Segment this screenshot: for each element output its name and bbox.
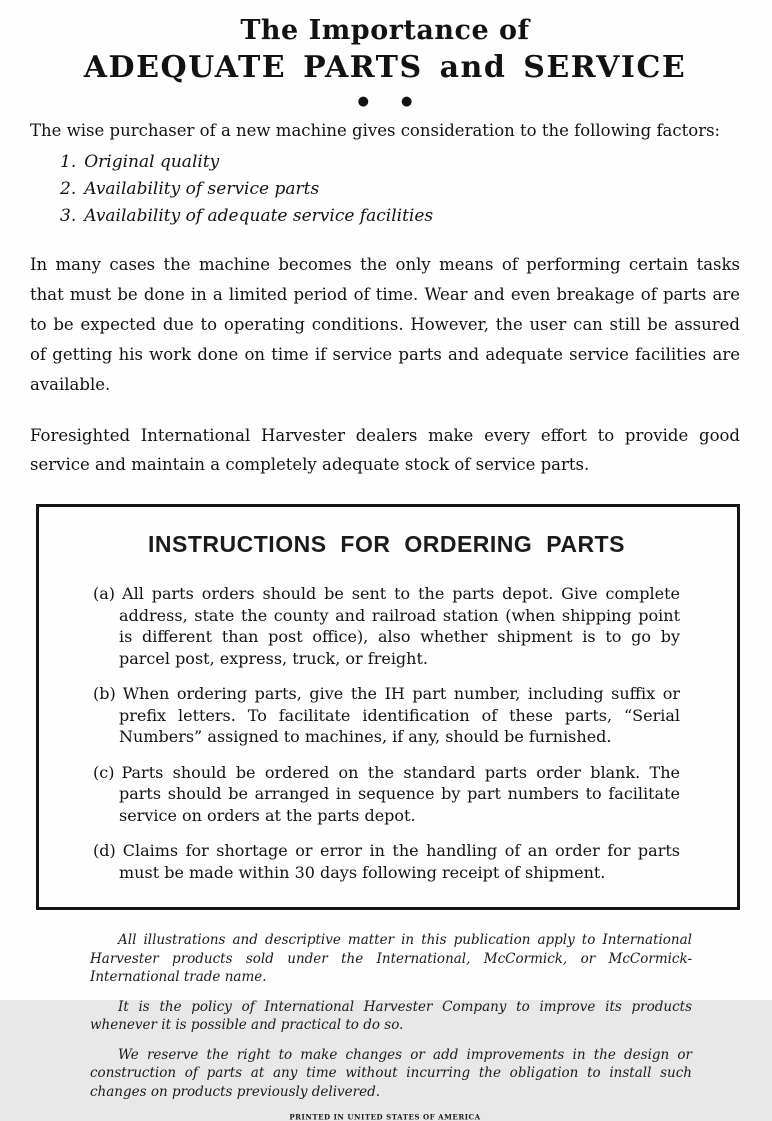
list-item-text: Availability of service parts xyxy=(84,179,320,199)
page-title-line2: ADEQUATE PARTS and SERVICE xyxy=(83,50,687,85)
footnote-trade-name: All illustrations and descriptive matter in this publication apply to International Harvester products sold under the International, McCormick, or McCormick-International trade name. xyxy=(90,932,692,985)
body-paragraph-1: In many cases the machine becomes the only means of performing certain tasks that must be done in a limited period of time. Wear and even breakage of parts are to be expected due to operating conditions. However, the user can still be assured of getting his work done on time if service parts and adequate service facilities are available. xyxy=(30,255,740,394)
instruction-item-c xyxy=(93,762,680,827)
list-item xyxy=(60,176,740,203)
instructions-box xyxy=(36,504,740,910)
factors-list xyxy=(60,149,740,230)
page-title-line1: The Importance of xyxy=(240,15,530,46)
dot-icon: ● xyxy=(357,94,369,109)
list-item xyxy=(60,203,740,230)
instructions-box-heading: INSTRUCTIONS FOR ORDERING PARTS xyxy=(148,531,625,557)
instruction-item-b xyxy=(93,683,680,748)
list-item-text: Availability of adequate service facilities xyxy=(84,206,434,226)
intro-paragraph: The wise purchaser of a new machine gives consideration to the following factors: xyxy=(30,121,721,140)
printed-in-usa-line: PRINTED IN UNITED STATES OF AMERICA xyxy=(289,1112,481,1121)
instruction-item-label: (a) xyxy=(93,584,116,603)
list-item-number: 2. xyxy=(60,179,77,199)
list-item-text: Original quality xyxy=(84,152,220,172)
separator-dots xyxy=(30,95,740,108)
instruction-item-text: When ordering parts, give the IH part number, including suffix or prefix letters. To facilitate identification of these parts, “Serial Numbers” assigned to machines, if any, should be furnished. xyxy=(119,684,680,746)
footnote-policy: It is the policy of International Harvester Company to improve its products whenever it is possible and practical to do so. xyxy=(90,998,692,1033)
list-item-number: 1. xyxy=(60,152,77,172)
list-item xyxy=(60,149,740,176)
instruction-item-label: (c) xyxy=(93,762,115,782)
footnotes-section xyxy=(90,931,692,1101)
footnote-changes: We reserve the right to make changes or add improvements in the design or construction of parts at any time without incurring the obligation to install such changes on products previously delivered. xyxy=(90,1046,692,1100)
instruction-item-d xyxy=(93,840,680,883)
instruction-item-a xyxy=(93,583,680,669)
instruction-item-label: (d) xyxy=(93,841,116,860)
instruction-item-text: Parts should be ordered on the standard parts order blank. The parts should be arranged in sequence by part numbers to facilitate service on orders at the parts depot. xyxy=(119,762,680,825)
body-paragraph-2: Foresighted International Harvester dealers make every effort to provide good service and maintain a completely adequate stock of service parts. xyxy=(30,426,740,474)
instruction-item-text: Claims for shortage or error in the handling of an order for parts must be made within 30 days following receipt of shipment. xyxy=(119,841,680,882)
list-item-number: 3. xyxy=(60,206,77,226)
instruction-item-text: All parts orders should be sent to the parts depot. Give complete address, state the county and railroad station (when shipping point is different than post office), also whether shipment is to go by parcel post, express, truck, or freight. xyxy=(119,584,680,668)
dot-icon: ● xyxy=(401,94,413,109)
instruction-item-label: (b) xyxy=(93,684,116,703)
